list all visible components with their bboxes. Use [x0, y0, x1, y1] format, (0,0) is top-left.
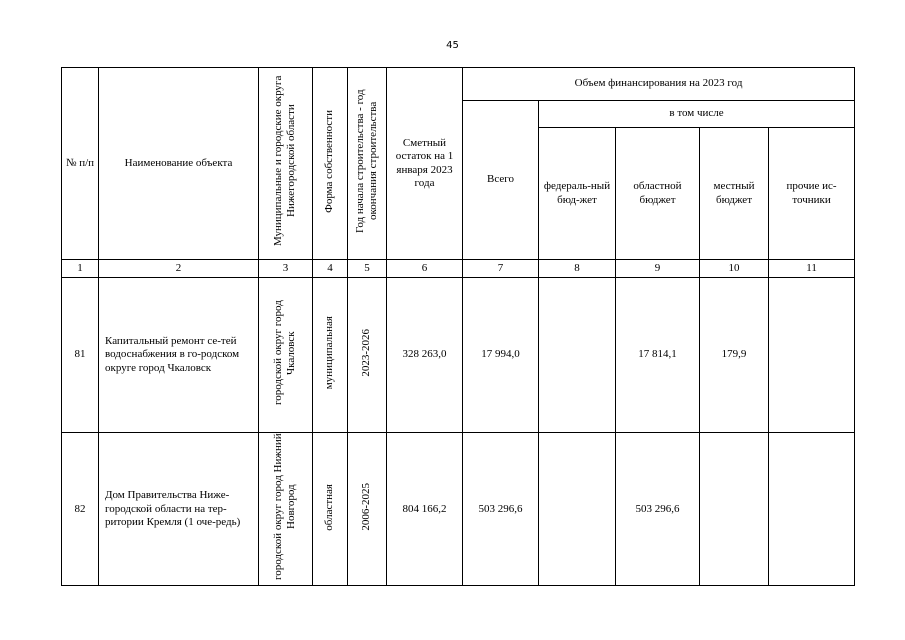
column-number: 8 [539, 260, 616, 278]
row-remaining: 804 166,2 [387, 433, 463, 586]
row-ownership-text: муниципальная [323, 316, 336, 390]
row-federal [539, 278, 616, 433]
row-local: 179,9 [700, 278, 769, 433]
page-number: 45 [446, 40, 459, 51]
column-number: 6 [387, 260, 463, 278]
row-total: 17 994,0 [463, 278, 539, 433]
row-years-text: 2023-2026 [360, 329, 373, 377]
row-num: 81 [62, 278, 99, 433]
row-ownership-text: областная [323, 483, 336, 531]
header-num: № п/п [62, 68, 99, 260]
column-number: 7 [463, 260, 539, 278]
row-municipality-text: городской округ город Чкаловск [272, 300, 298, 406]
header-including: в том числе [539, 101, 855, 128]
column-number: 5 [348, 260, 387, 278]
header-financing: Объем финансирования на 2023 год [463, 68, 855, 101]
header-total: Всего [463, 101, 539, 260]
row-ownership [313, 433, 348, 586]
row-other [769, 433, 855, 586]
header-years-text: Год начала строительства - год окончания строительства [353, 89, 379, 234]
header-years [348, 68, 387, 260]
header-name: Наименование объекта [99, 68, 259, 260]
row-other [769, 278, 855, 433]
header-ownership-text: Форма собственности [323, 109, 336, 213]
row-years-text: 2006-2025 [360, 483, 373, 531]
table-row [62, 278, 855, 433]
row-num: 82 [62, 433, 99, 586]
column-number: 11 [769, 260, 855, 278]
row-regional: 503 296,6 [616, 433, 700, 586]
row-federal [539, 433, 616, 586]
row-object-name: Капитальный ремонт се-тей водоснабжения в го-родском округе город Чкаловск [99, 278, 259, 433]
row-local [700, 433, 769, 586]
header-ownership [313, 68, 348, 260]
column-number: 10 [700, 260, 769, 278]
row-regional: 17 814,1 [616, 278, 700, 433]
column-number: 2 [99, 260, 259, 278]
row-remaining: 328 263,0 [387, 278, 463, 433]
column-number: 3 [259, 260, 313, 278]
column-number: 9 [616, 260, 700, 278]
header-remaining: Сметный остаток на 1 января 2023 года [387, 68, 463, 260]
header-federal: федераль-ный бюд-жет [539, 128, 616, 260]
header-other: прочие ис-точники [769, 128, 855, 260]
row-municipality [259, 278, 313, 433]
row-municipality [259, 433, 313, 586]
header-municipality-text: Муниципальные и городские округа Нижегородской области [272, 76, 298, 247]
row-municipality-text: городской округ город Нижний Новгород [272, 433, 298, 581]
column-number: 1 [62, 260, 99, 278]
table-row [62, 433, 855, 586]
row-total: 503 296,6 [463, 433, 539, 586]
row-ownership [313, 278, 348, 433]
header-municipality [259, 68, 313, 260]
header-local: местный бюджет [700, 128, 769, 260]
header-regional: областной бюджет [616, 128, 700, 260]
financing-table [61, 67, 855, 586]
header-row-1 [62, 68, 855, 101]
row-years [348, 278, 387, 433]
column-number: 4 [313, 260, 348, 278]
column-number-row [62, 260, 855, 278]
row-years [348, 433, 387, 586]
row-object-name: Дом Правительства Ниже-городской области на тер-ритории Кремля (1 оче-редь) [99, 433, 259, 586]
